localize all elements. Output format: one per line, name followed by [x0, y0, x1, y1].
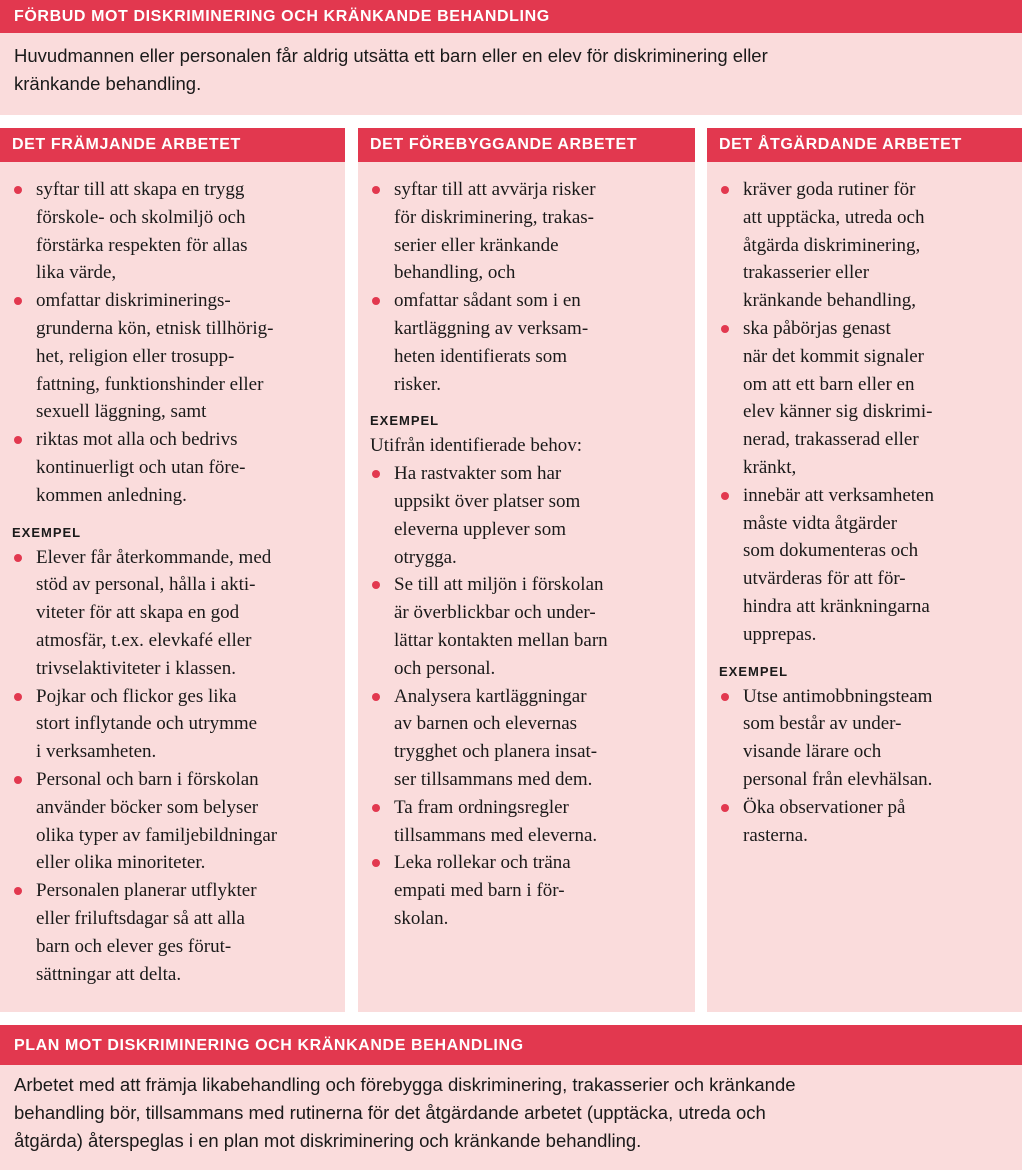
column-header: DET FÖREBYGGANDE ARBETET: [358, 128, 695, 162]
example-label: EXEMPEL: [370, 413, 440, 429]
list-item-line: är överblickbar och under-: [394, 602, 596, 624]
list-item-line: Leka rollekar och träna: [394, 852, 571, 874]
list-item: [719, 315, 1022, 482]
list-item-line: kommen anledning.: [36, 484, 187, 506]
example-item: [719, 794, 1022, 850]
list-item-line: Elever får återkommande, med: [36, 546, 272, 568]
list-item-line: syftar till att skapa en trygg: [36, 179, 245, 200]
bullet-dot-icon: [372, 186, 380, 194]
list-item-line: Utse antimobbningsteam: [743, 685, 933, 707]
list-item-line: sexuell läggning, samt: [36, 401, 207, 423]
bottom-body-line: behandling bör, tillsammans med rutinerna för det åtgärdande arbetet (upptäcka, utreda och: [14, 1102, 766, 1123]
list-item: [719, 176, 1022, 315]
list-item-line: eleverna upplever som: [394, 518, 566, 540]
bullet-dot-icon: [372, 804, 380, 812]
list-item-line: kontinuerligt och utan före-: [36, 456, 246, 478]
bullet-dot-icon: [372, 581, 380, 589]
bullet-dot-icon: [14, 297, 22, 305]
list-item-line: olika typer av familjebildningar: [36, 824, 278, 846]
list-item-line: empati med barn i för-: [394, 880, 565, 902]
column-body: [707, 162, 1022, 849]
list-item-line: förskole- och skolmiljö och: [36, 206, 246, 228]
example-label: EXEMPEL: [12, 524, 82, 540]
list-item-line: Analysera kartläggningar: [394, 685, 587, 707]
top-section-header: FÖRBUD MOT DISKRIMINERING OCH KRÄNKANDE BEHANDLING: [0, 0, 1022, 33]
bullet-dot-icon: [372, 297, 380, 305]
bullet-dot-icon: [14, 887, 22, 895]
list-item: [719, 482, 1022, 649]
list-item-line: kartläggning av verksam-: [394, 317, 589, 339]
list-item-line: viteter för att skapa en god: [36, 602, 240, 624]
top-body-line: Huvudmannen eller personalen får aldrig utsätta ett barn eller en elev för diskriminering eller: [14, 45, 768, 66]
list-item: [12, 176, 345, 287]
list-item-line: hindra att kränkningarna: [743, 595, 930, 617]
example-item: [719, 683, 1022, 794]
list-item-line: utvärderas för att för-: [743, 568, 906, 590]
list-item-line: och personal.: [394, 657, 496, 679]
list-item-line: kränkande behandling,: [743, 290, 917, 312]
list-item-line: använder böcker som belyser: [36, 796, 259, 818]
list-item-line: när det kommit signaler: [743, 345, 924, 367]
list-item-line: eller friluftsdagar så att alla: [36, 907, 245, 929]
bullet-list: [370, 176, 695, 398]
list-item-line: lättar kontakten mellan barn: [394, 629, 608, 651]
list-item-line: trakasserier eller: [743, 262, 870, 284]
bullet-dot-icon: [721, 186, 729, 194]
column-remedial: [707, 128, 1022, 1012]
list-item-line: måste vidta åtgärder: [743, 512, 898, 534]
list-item-line: omfattar diskriminerings-: [36, 290, 231, 312]
list-item-line: sättningar att delta.: [36, 963, 182, 985]
list-item-line: Ha rastvakter som har: [394, 463, 562, 485]
list-item: [12, 426, 345, 509]
list-item-line: förstärka respekten för allas: [36, 234, 248, 256]
example-label: EXEMPEL: [719, 663, 789, 679]
list-item-line: otrygga.: [394, 546, 457, 568]
bottom-body-line: Arbetet med att främja likabehandling och förebygga diskriminering, trakasserier och kränkande: [14, 1074, 796, 1095]
list-item-line: stöd av personal, hålla i akti-: [36, 574, 256, 596]
bullet-dot-icon: [721, 492, 729, 500]
list-item-line: trygghet och planera insat-: [394, 741, 598, 763]
list-item-line: fattning, funktionshinder eller: [36, 373, 264, 395]
example-item: [370, 849, 695, 932]
list-item-line: visande lärare och: [743, 741, 882, 763]
list-item-line: serier eller kränkande: [394, 234, 559, 256]
bullet-dot-icon: [721, 804, 729, 812]
list-item-line: heten identifierats som: [394, 345, 568, 367]
column-header: DET FRÄMJANDE ARBETET: [0, 128, 345, 162]
bullet-dot-icon: [14, 186, 22, 194]
top-body-line: kränkande behandling.: [14, 73, 202, 94]
list-item-line: risker.: [394, 373, 441, 395]
list-item-line: elev känner sig diskrimi-: [743, 401, 933, 423]
bottom-section-body: [0, 1065, 1022, 1170]
bullet-dot-icon: [14, 436, 22, 444]
list-item-line: Ta fram ordningsregler: [394, 796, 569, 818]
list-item-line: trivselaktiviteter i klassen.: [36, 657, 236, 679]
list-item-line: upprepas.: [743, 623, 817, 645]
list-item: [370, 176, 695, 287]
list-item-line: att upptäcka, utreda och: [743, 206, 925, 228]
example-item: [12, 683, 345, 766]
bullet-dot-icon: [721, 325, 729, 333]
example-intro: Utifrån identifierade behov:: [370, 435, 583, 457]
list-item-line: ser tillsammans med dem.: [394, 768, 593, 790]
list-item-line: som dokumenteras och: [743, 540, 919, 562]
list-item-line: Personal och barn i förskolan: [36, 768, 259, 790]
list-item-line: atmosfär, t.ex. elevkafé eller: [36, 629, 252, 651]
list-item-line: grunderna kön, etnisk tillhörig-: [36, 317, 274, 339]
list-item-line: som består av under-: [743, 713, 902, 735]
example-item: [370, 794, 695, 850]
list-item-line: nerad, trakasserad eller: [743, 429, 919, 451]
list-item-line: Öka observationer på: [743, 796, 906, 818]
example-list: [12, 544, 345, 989]
list-item-line: Personalen planerar utflykter: [36, 880, 257, 902]
list-item-line: riktas mot alla och bedrivs: [36, 429, 238, 451]
list-item-line: barn och elever ges förut-: [36, 935, 232, 957]
list-item-line: personal från elevhälsan.: [743, 768, 933, 790]
list-item-line: het, religion eller trosupp-: [36, 345, 235, 367]
list-item-line: innebär att verksamheten: [743, 484, 934, 506]
example-item: [370, 460, 695, 571]
list-item-line: av barnen och elevernas: [394, 713, 578, 735]
bullet-list: [12, 176, 345, 510]
bullet-dot-icon: [14, 776, 22, 784]
list-item-line: för diskriminering, trakas-: [394, 206, 594, 228]
list-item-line: eller olika minoriteter.: [36, 852, 206, 874]
example-item: [12, 544, 345, 683]
list-item-line: rasterna.: [743, 824, 808, 846]
list-item: [370, 287, 695, 398]
list-item-line: om att ett barn eller en: [743, 373, 915, 395]
example-item: [12, 877, 345, 988]
example-item: [12, 766, 345, 877]
list-item-line: stort inflytande och utrymme: [36, 713, 258, 735]
list-item-line: Se till att miljön i förskolan: [394, 574, 604, 596]
list-item-line: tillsammans med eleverna.: [394, 824, 598, 846]
list-item-line: ska påbörjas genast: [743, 317, 891, 339]
list-item-line: Pojkar och flickor ges lika: [36, 685, 237, 707]
bullet-list: [719, 176, 1022, 649]
list-item: [12, 287, 345, 426]
bottom-body-line: åtgärda) återspeglas i en plan mot diskriminering och kränkande behandling.: [14, 1130, 642, 1151]
column-body: [0, 162, 345, 988]
top-section-body: [0, 33, 1022, 115]
example-list: [370, 460, 695, 933]
list-item-line: syftar till att avvärja risker: [394, 179, 596, 200]
example-list: [719, 683, 1022, 850]
list-item-line: omfattar sådant som i en: [394, 290, 581, 312]
bullet-dot-icon: [372, 693, 380, 701]
bottom-section-header: PLAN MOT DISKRIMINERING OCH KRÄNKANDE BEHANDLING: [0, 1025, 1022, 1065]
list-item-line: skolan.: [394, 907, 449, 929]
bullet-dot-icon: [721, 693, 729, 701]
column-body: [358, 162, 695, 933]
list-item-line: kränkt,: [743, 456, 797, 478]
bullet-dot-icon: [14, 554, 22, 562]
list-item-line: i verksamheten.: [36, 741, 157, 763]
example-item: [370, 571, 695, 682]
column-preventive: [358, 128, 695, 1012]
list-item-line: åtgärda diskriminering,: [743, 234, 921, 256]
list-item-line: lika värde,: [36, 262, 117, 284]
bullet-dot-icon: [14, 693, 22, 701]
list-item-line: kräver goda rutiner för: [743, 179, 916, 200]
bullet-dot-icon: [372, 859, 380, 867]
list-item-line: uppsikt över platser som: [394, 490, 581, 512]
column-promoting: [0, 128, 345, 1012]
column-header: DET ÅTGÄRDANDE ARBETET: [707, 128, 1022, 162]
list-item-line: behandling, och: [394, 262, 516, 284]
example-item: [370, 683, 695, 794]
bullet-dot-icon: [372, 470, 380, 478]
